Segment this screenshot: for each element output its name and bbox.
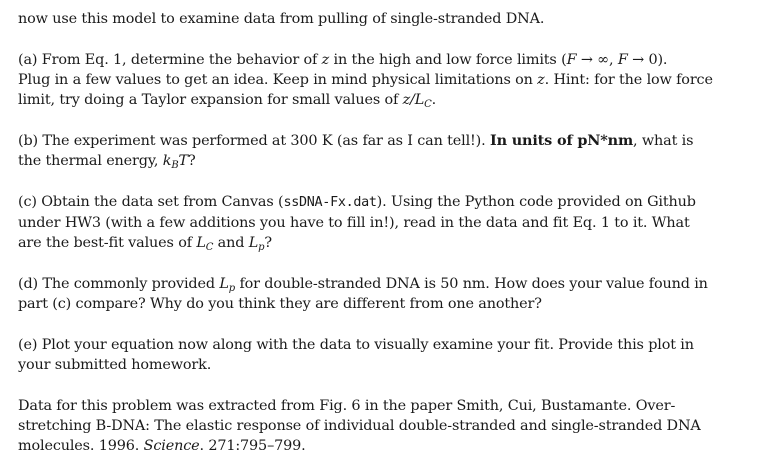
source-line-1: Data for this problem was extracted from Fig. 6 in the paper Smith, Cui, Bustamante. Over- [18, 398, 676, 414]
part-c-line-3: are the best-fit values of $L_C$ and $L_p$? [18, 235, 272, 253]
part-a-line-3: limit, try doing a Taylor expansion for small values of $z/L_C$. [18, 92, 437, 110]
source-line-3: molecules. 1996. Science. 271:795–799. [18, 438, 306, 454]
part-d-line-2: part (c) compare? Why do you think they are different from one another? [18, 296, 542, 312]
intro-text: now use this model to examine data from pulling of single-stranded DNA. [18, 11, 545, 27]
journal-name: Science [143, 438, 200, 454]
part-a [18, 50, 724, 110]
part-d-line-1: (d) The commonly provided $L_p$ for double-stranded DNA is 50 nm. How does your value found in [18, 276, 708, 294]
part-d [18, 274, 724, 314]
source-line-2: stretching B-DNA: The elastic response of individual double-stranded and single-stranded DNA [18, 418, 701, 434]
part-a-line-2: Plug in a few values to get an idea. Keep in mind physical limitations on z. Hint: for the low force [18, 72, 713, 88]
part-b [18, 131, 724, 171]
part-e-line-2: your submitted homework. [18, 357, 212, 373]
part-a-line-1: (a) From Eq. 1, determine the behavior of z in the high and low force limits (F → ∞, F → 0). [18, 52, 668, 68]
part-c [18, 192, 724, 253]
data-source-citation [18, 396, 724, 456]
part-b-line-1: (b) The experiment was performed at 300 K (as far as I can tell!). In units of pN*nm, what is [18, 132, 694, 149]
part-e-line-1: (e) Plot your equation now along with the data to visually examine your fit. Provide this plot in [18, 337, 694, 353]
part-b-line-2: the thermal energy, $k_BT$? [18, 153, 196, 171]
part-c-line-2: under HW3 (with a few additions you have to fill in!), read in the data and fit Eq. 1 to it. What [18, 215, 690, 231]
part-c-line-1: (c) Obtain the data set from Canvas (ssDNA-Fx.dat). Using the Python code provided on Github [18, 194, 696, 210]
part-e [18, 335, 724, 375]
homework-document [18, 9, 724, 456]
data-filename: ssDNA-Fx.dat [283, 195, 377, 210]
